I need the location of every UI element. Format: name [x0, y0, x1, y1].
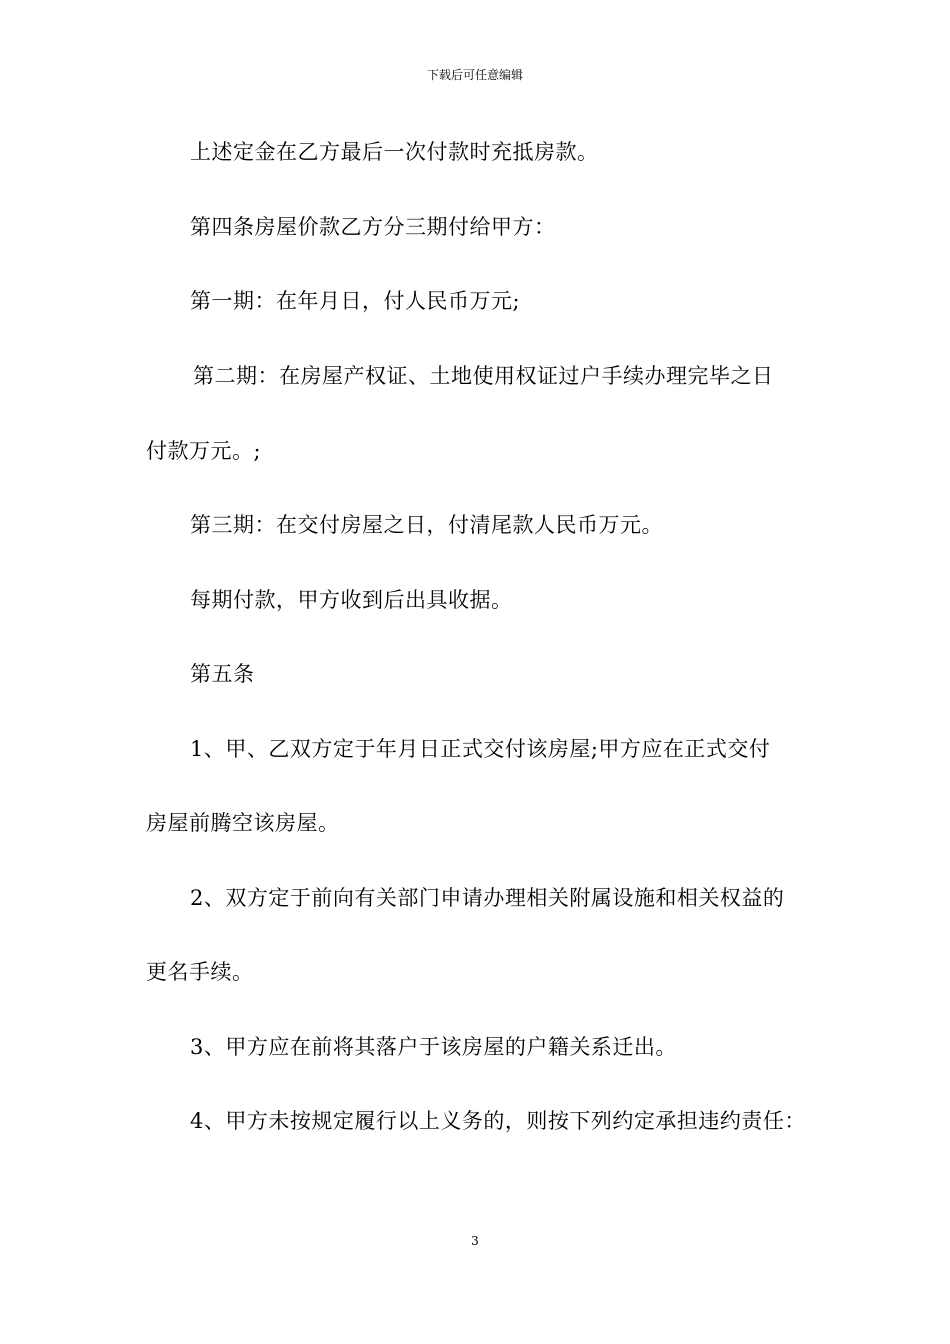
- paragraph-line: 每期付款，甲方收到后出具收据。: [190, 588, 513, 612]
- paragraph-line: 第三期：在交付房屋之日，付清尾款人民币万元。: [190, 513, 663, 537]
- paragraph-line: 第一期：在年月日，付人民币万元;: [190, 289, 521, 313]
- section-heading: 第五条: [190, 662, 255, 686]
- paragraph-line: 更名手续。: [146, 960, 254, 984]
- paragraph-line: 第四条房屋价款乙方分三期付给甲方：: [190, 215, 556, 239]
- paragraph-line: 4、甲方未按规定履行以上义务的，则按下列约定承担违约责任：: [190, 1109, 806, 1133]
- paragraph-line: 3、甲方应在前将其落户于该房屋的户籍关系迁出。: [190, 1035, 677, 1059]
- paragraph-line: 房屋前腾空该房屋。: [146, 811, 340, 835]
- page-number: 3: [471, 1234, 479, 1248]
- paragraph-line: 付款万元。;: [146, 439, 262, 463]
- paragraph-line: 2、双方定于前向有关部门申请办理相关附属设施和相关权益的: [190, 886, 785, 910]
- page-header: 下载后可任意编辑: [426, 68, 523, 82]
- paragraph-line: 1、甲、乙双方定于年月日正式交付该房屋;甲方应在正式交付: [190, 737, 771, 761]
- paragraph-line: 第二期：在房屋产权证、土地使用权证过户手续办理完毕之日: [193, 364, 774, 388]
- paragraph-line: 上述定金在乙方最后一次付款时充抵房款。: [190, 140, 599, 164]
